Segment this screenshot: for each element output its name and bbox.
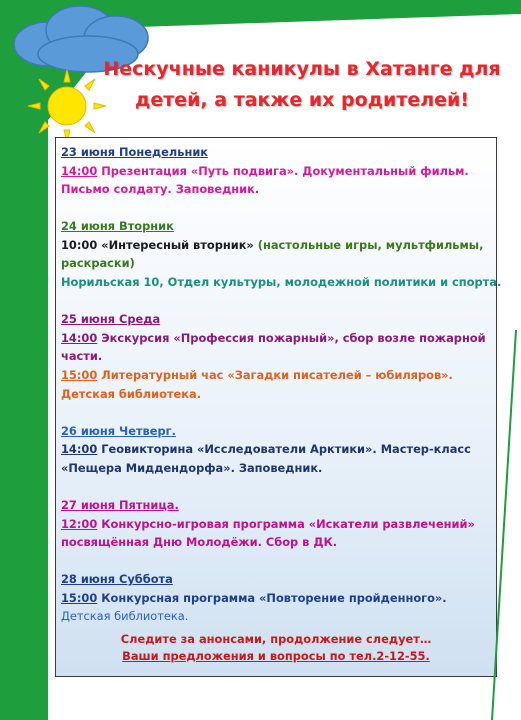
day-heading: 28 июня Суббота [61,572,173,587]
event-time: 15:00 [61,590,98,605]
schedule-list [61,143,502,644]
event-line: раскраски) [61,256,135,271]
event-time: 15:00 [61,367,98,382]
event-text: (настольные игры, мультфильмы, [253,237,484,252]
event-line: Письмо солдату. Заповедник. [61,182,260,197]
event-time: 14:00 [61,442,98,457]
footer-note [56,631,496,665]
event-line [61,329,493,348]
event-line: части. [61,349,103,364]
day-block-friday [61,496,493,552]
event-line [61,366,493,385]
event-text: Геовикторина «Исследователи Арктики». Мастер-класс [97,442,471,457]
event-line: Детская библиотека. [61,386,202,401]
event-text: 10:00 «Интересный вторник» [61,237,254,252]
event-text: Конкурсная программа «Повторение пройденного». [97,590,447,605]
event-text: Презентация «Путь подвига». Документальный фильм. [97,163,469,178]
event-line [61,589,493,608]
event-time: 14:00 [61,163,98,178]
day-heading: 25 июня Среда [61,312,161,327]
day-heading: 26 июня Четверг. [61,423,176,438]
event-line [61,162,493,181]
event-line: Детская библиотека. [61,609,189,624]
event-line [61,515,493,534]
title-line-2: детей, а также их родителей! [134,89,470,111]
event-line [61,236,493,255]
event-line: Норильская 10, Отдел культуры, молодежной политики и спорта. [61,275,502,290]
page-title [92,54,512,116]
decorative-diagonal-line [478,330,521,720]
day-heading: 24 июня Вторник [61,219,174,234]
footer-line-1: Следите за анонсами, продолжение следует… [120,632,432,646]
footer-line-2: Ваши предложения и вопросы по тел.2-12-55. [122,649,430,663]
event-line: «Пещера Миддендорфа». Заповедник. [61,460,323,475]
day-block-saturday [61,570,493,626]
day-block-monday [61,143,493,199]
event-time: 14:00 [61,330,98,345]
day-block-thursday [61,422,493,478]
event-time: 12:00 [61,516,98,531]
day-heading: 27 июня Пятница. [61,497,179,512]
day-heading: 23 июня Понедельник [61,145,209,159]
day-block-tuesday [61,217,502,291]
title-line-1: Нескучные каникулы в Хатанге для [103,58,501,80]
event-text: Экскурсия «Профессия пожарный», сбор возле пожарной [97,330,486,345]
day-block-wednesday [61,310,493,403]
event-line [61,440,493,459]
event-line: посвящённая Дню Молодёжи. Сбор в ДК. [61,535,338,550]
event-text: Литературный час «Загадки писателей – юбиляров». [97,367,453,382]
event-text: Конкурсно-игровая программа «Искатели развлечений» [97,516,475,531]
